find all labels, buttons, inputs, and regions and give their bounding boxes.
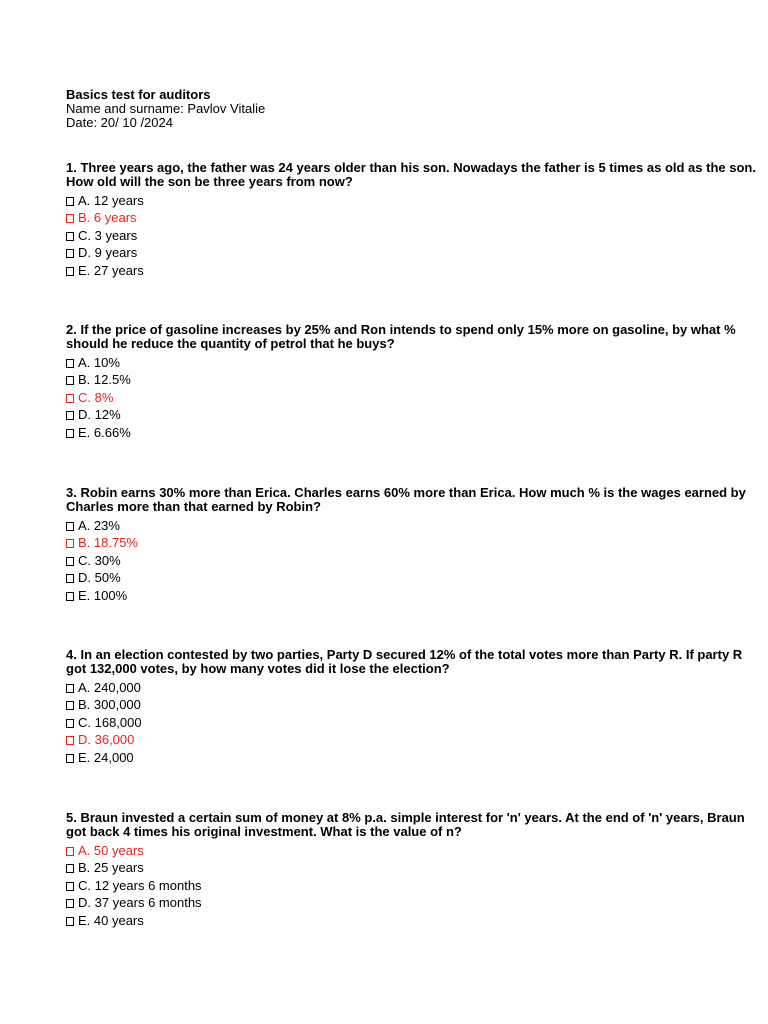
option-label: B. 6 years	[78, 210, 137, 226]
checkbox-icon[interactable]	[66, 592, 74, 601]
checkbox-icon[interactable]	[66, 376, 74, 385]
document-header	[66, 88, 756, 130]
option-label: A. 12 years	[78, 193, 144, 208]
checkbox-icon[interactable]	[66, 197, 74, 206]
option-c[interactable]	[66, 714, 756, 731]
question-2	[66, 323, 756, 441]
option-a[interactable]	[66, 192, 756, 209]
option-e[interactable]	[66, 912, 756, 929]
checkbox-icon[interactable]	[66, 557, 74, 566]
option-b[interactable]	[66, 859, 756, 876]
option-label: A. 50 years	[78, 843, 144, 858]
checkbox-icon[interactable]	[66, 411, 74, 420]
question-text: 5. Braun invested a certain sum of money at 8% p.a. simple interest for 'n' years. At the end of 'n' years, Braun got back 4 times his original investment. What is the value of n?	[66, 810, 745, 839]
option-a[interactable]	[66, 517, 756, 534]
question-text: 3. Robin earns 30% more than Erica. Charles earns 60% more than Erica. How much % is the wages earned by Charles more than that earned by Robin?	[66, 485, 746, 514]
option-label: B. 300,000	[78, 697, 141, 713]
option-label: B. 12.5%	[78, 372, 131, 388]
option-label: A. 240,000	[78, 680, 141, 695]
checkbox-icon[interactable]	[66, 429, 74, 438]
option-label: E. 100%	[78, 587, 128, 603]
checkbox-icon[interactable]	[66, 684, 74, 693]
checkbox-icon[interactable]	[66, 899, 74, 908]
checkbox-icon[interactable]	[66, 522, 74, 531]
checkbox-icon[interactable]	[66, 394, 74, 403]
document-page	[66, 88, 756, 130]
checkbox-icon[interactable]	[66, 267, 74, 276]
options-list	[66, 517, 756, 604]
option-label: D. 37 years 6 months	[78, 895, 202, 911]
checkbox-icon[interactable]	[66, 917, 74, 926]
checkbox-icon[interactable]	[66, 864, 74, 873]
checkbox-icon[interactable]	[66, 754, 74, 763]
option-label: C. 168,000	[78, 714, 142, 730]
option-label: B. 18.75%	[78, 535, 138, 551]
option-b[interactable]	[66, 209, 756, 226]
option-label: C. 12 years 6 months	[78, 877, 202, 893]
option-label: E. 40 years	[78, 912, 144, 928]
question-4	[66, 648, 756, 766]
option-a[interactable]	[66, 679, 756, 696]
option-label: C. 30%	[78, 552, 121, 568]
option-c[interactable]	[66, 227, 756, 244]
option-a[interactable]	[66, 842, 756, 859]
option-label: C. 8%	[78, 389, 114, 405]
option-b[interactable]	[66, 371, 756, 388]
checkbox-icon[interactable]	[66, 232, 74, 241]
option-d[interactable]	[66, 569, 756, 586]
checkbox-icon[interactable]	[66, 719, 74, 728]
option-label: D. 36,000	[78, 732, 135, 748]
option-e[interactable]	[66, 587, 756, 604]
option-d[interactable]	[66, 731, 756, 748]
options-list	[66, 192, 756, 279]
option-label: E. 24,000	[78, 749, 134, 765]
option-c[interactable]	[66, 877, 756, 894]
option-d[interactable]	[66, 894, 756, 911]
option-label: A. 23%	[78, 518, 120, 533]
checkbox-icon[interactable]	[66, 574, 74, 583]
options-list	[66, 679, 756, 766]
checkbox-icon[interactable]	[66, 736, 74, 745]
option-label: D. 9 years	[78, 245, 138, 261]
option-label: B. 25 years	[78, 860, 144, 876]
option-e[interactable]	[66, 424, 756, 441]
options-list	[66, 842, 756, 929]
checkbox-icon[interactable]	[66, 847, 74, 856]
option-d[interactable]	[66, 244, 756, 261]
option-label: C. 3 years	[78, 227, 138, 243]
option-label: D. 50%	[78, 570, 121, 586]
option-a[interactable]	[66, 354, 756, 371]
checkbox-icon[interactable]	[66, 249, 74, 258]
option-b[interactable]	[66, 696, 756, 713]
question-text: 2. If the price of gasoline increases by 25% and Ron intends to spend only 15% more on gasoline, by what % should he reduce the quantity of petrol that he buys?	[66, 322, 736, 351]
option-label: E. 6.66%	[78, 424, 131, 440]
question-text: 4. In an election contested by two parties, Party D secured 12% of the total votes more than Party R. If party R got 132,000 votes, by how many votes did it lose the election?	[66, 647, 743, 676]
checkbox-icon[interactable]	[66, 701, 74, 710]
date-line: Date: 20/ 10 /2024	[66, 115, 173, 130]
checkbox-icon[interactable]	[66, 214, 74, 223]
checkbox-icon[interactable]	[66, 359, 74, 368]
question-1	[66, 161, 756, 279]
checkbox-icon[interactable]	[66, 539, 74, 548]
question-3	[66, 486, 756, 604]
option-e[interactable]	[66, 262, 756, 279]
option-label: D. 12%	[78, 407, 121, 423]
name-line: Name and surname: Pavlov Vitalie	[66, 101, 266, 116]
option-b[interactable]	[66, 534, 756, 551]
option-e[interactable]	[66, 749, 756, 766]
option-label: A. 10%	[78, 355, 120, 370]
question-5	[66, 811, 756, 929]
checkbox-icon[interactable]	[66, 882, 74, 891]
test-title: Basics test for auditors	[66, 87, 211, 102]
option-c[interactable]	[66, 552, 756, 569]
option-c[interactable]	[66, 389, 756, 406]
option-d[interactable]	[66, 406, 756, 423]
question-text: 1. Three years ago, the father was 24 years older than his son. Nowadays the father is 5 times as old as the son. How old will the son be three years from now?	[66, 160, 756, 189]
option-label: E. 27 years	[78, 262, 144, 278]
options-list	[66, 354, 756, 441]
